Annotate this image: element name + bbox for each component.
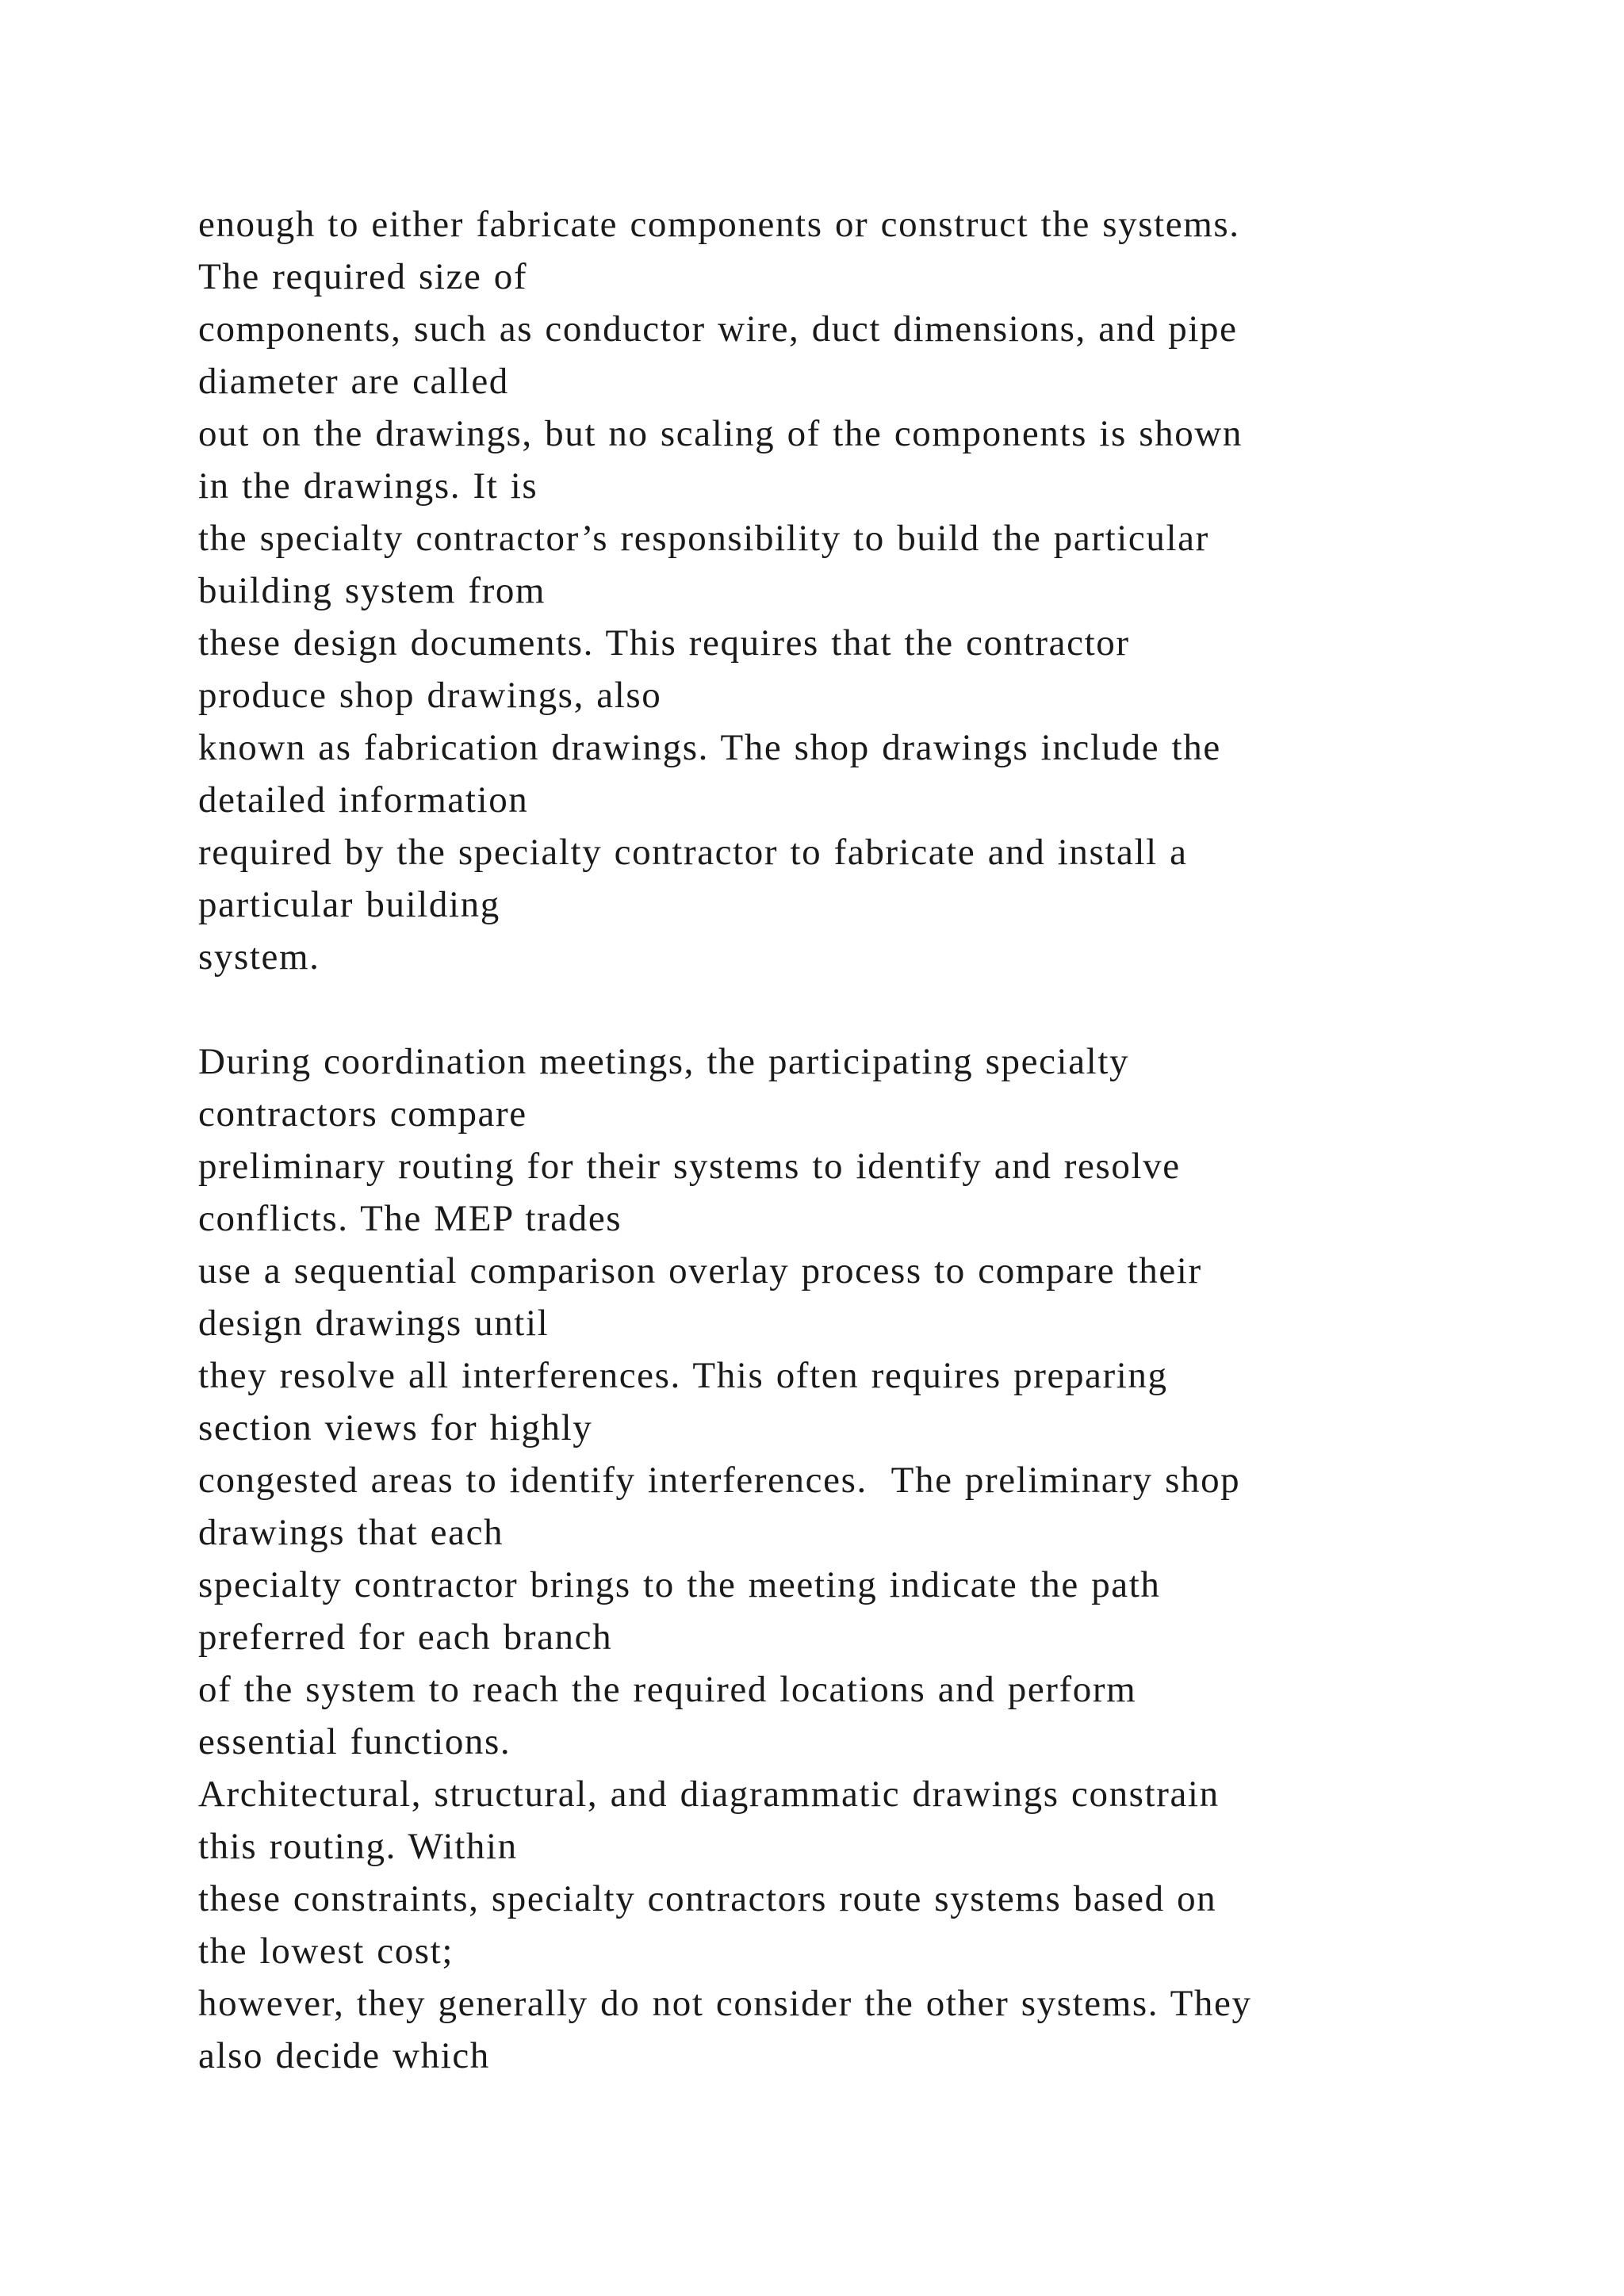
text-line: these constraints, specialty contractors route systems based on <box>198 1878 1217 1919</box>
text-line: however, they generally do not consider the other systems. They <box>198 1983 1252 2024</box>
text-line: known as fabrication drawings. The shop drawings include the <box>198 727 1221 768</box>
text-line: use a sequential comparison overlay process to compare their <box>198 1250 1202 1292</box>
paragraph-1 <box>198 198 1562 983</box>
document-text <box>198 198 1562 2082</box>
text-line: system. <box>198 936 320 978</box>
text-line: out on the drawings, but no scaling of the components is shown <box>198 413 1243 454</box>
text-line: the lowest cost; <box>198 1931 454 1972</box>
text-line: congested areas to identify interferences. The preliminary shop <box>198 1460 1241 1501</box>
text-line: During coordination meetings, the participating specialty <box>198 1041 1130 1082</box>
text-line: building system from <box>198 570 546 611</box>
text-line: enough to either fabricate components or construct the systems. <box>198 204 1240 245</box>
text-line: design drawings until <box>198 1303 550 1344</box>
text-line: The required size of <box>198 256 528 297</box>
text-line: particular building <box>198 884 500 925</box>
text-line: section views for highly <box>198 1407 593 1448</box>
text-line: conflicts. The MEP trades <box>198 1198 622 1239</box>
text-line: required by the specialty contractor to fabricate and install a <box>198 832 1188 873</box>
text-line: they resolve all interferences. This often requires preparing <box>198 1355 1168 1396</box>
text-line: detailed information <box>198 779 529 821</box>
paragraph-break <box>198 983 1562 1035</box>
text-line: in the drawings. It is <box>198 465 538 507</box>
text-line: diameter are called <box>198 361 509 402</box>
text-line: preferred for each branch <box>198 1617 613 1658</box>
text-line: also decide which <box>198 2035 490 2076</box>
text-line: preliminary routing for their systems to identify and resolve <box>198 1146 1181 1187</box>
text-line: drawings that each <box>198 1512 504 1553</box>
text-line: the specialty contractor’s responsibility to build the particular <box>198 518 1209 559</box>
text-line: specialty contractor brings to the meeting indicate the path <box>198 1564 1161 1605</box>
text-line: components, such as conductor wire, duct dimensions, and pipe <box>198 308 1238 350</box>
paragraph-2 <box>198 1035 1562 2082</box>
text-line: Architectural, structural, and diagrammatic drawings constrain <box>198 1774 1220 1815</box>
text-line: contractors compare <box>198 1093 527 1135</box>
text-line: essential functions. <box>198 1721 511 1762</box>
text-line: these design documents. This requires that the contractor <box>198 622 1130 664</box>
text-line: this routing. Within <box>198 1826 518 1867</box>
text-line: of the system to reach the required locations and perform <box>198 1669 1137 1710</box>
text-line: produce shop drawings, also <box>198 675 662 716</box>
